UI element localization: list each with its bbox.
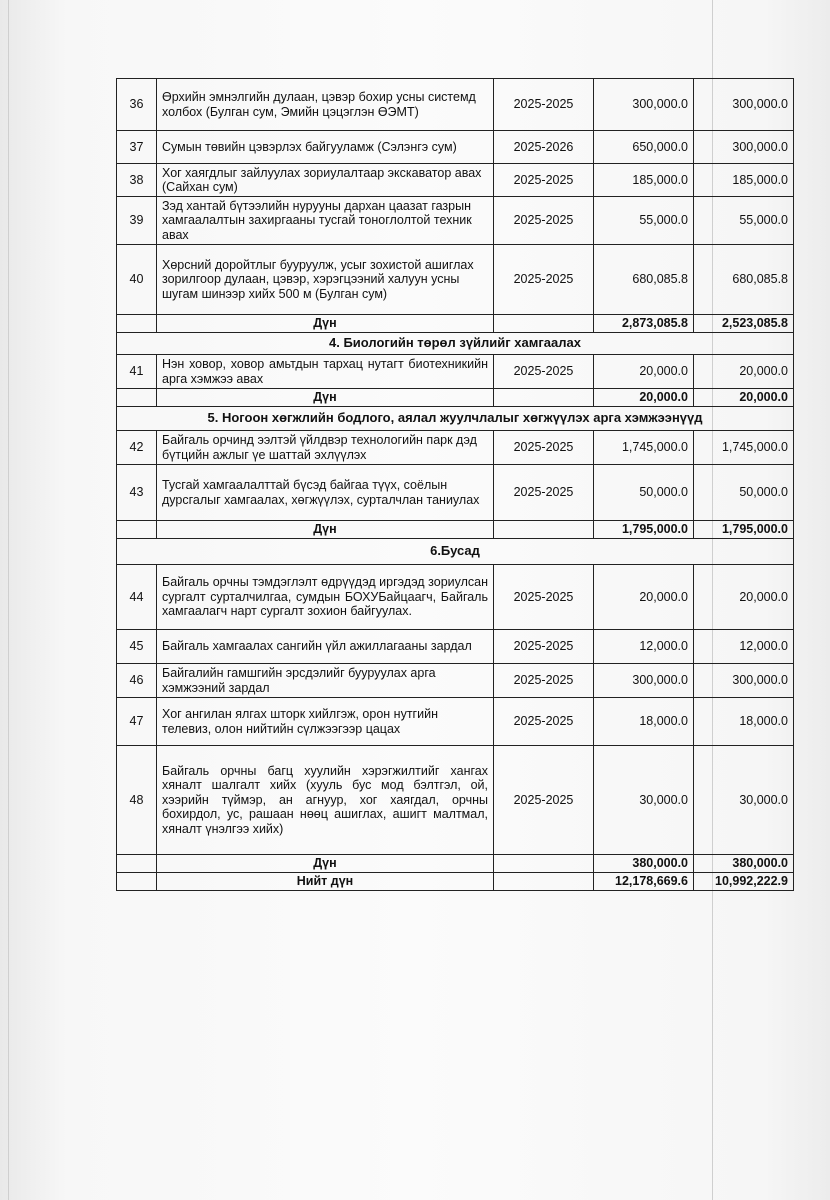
empty-cell [117,389,157,407]
row-amount-total: 20,000.0 [594,355,694,389]
subtotal-label: Дүн [157,855,494,873]
table-row [117,355,794,389]
table-row [117,131,794,164]
row-number: 36 [117,79,157,131]
row-description: Байгалийн гамшгийн эрсдэлийг бууруулах арга хэмжээний зардал [157,664,494,698]
row-description: Байгаль орчны багц хуулийн хэрэгжилтийг хангах хяналт шалгалт хийх (хууль бус мод бэлтгэл, ой, хээрийн түймэр, ан агнуур, хог хаягдал, орчны бохирдол, ус, рашаан нөөц ашиглах, ашигт малтмал, хяналт үнэлгээ хийх) [157,746,494,855]
empty-cell [494,315,594,333]
row-period: 2025-2025 [494,746,594,855]
row-amount-year: 20,000.0 [694,355,794,389]
row-number: 38 [117,164,157,197]
row-description: Өрхийн эмнэлгийн дулаан, цэвэр бохир усны системд холбох (Булган сум, Эмийн цэцэглэн ӨЭМТ) [157,79,494,131]
row-amount-year: 12,000.0 [694,630,794,664]
grand-total-amount-year: 10,992,222.9 [694,873,794,891]
table-row [117,197,794,245]
subtotal-amount-year: 2,523,085.8 [694,315,794,333]
empty-cell [117,521,157,539]
subtotal-label: Дүн [157,521,494,539]
subtotal-label: Дүн [157,315,494,333]
row-amount-year: 30,000.0 [694,746,794,855]
row-amount-year: 20,000.0 [694,565,794,630]
table-row [117,746,794,855]
row-amount-year: 55,000.0 [694,197,794,245]
empty-cell [494,521,594,539]
row-description: Зэд хантай бүтээлийн нурууны дархан цаазат газрын хамгаалалтын захиргааны тусгай тоноглолтой техник авах [157,197,494,245]
row-period: 2025-2026 [494,131,594,164]
row-description: Байгаль орчинд ээлтэй үйлдвэр технологийн парк дэд бүтцийн ажлыг үе шаттай эхлүүлэх [157,431,494,465]
empty-cell [117,855,157,873]
section-heading: 4. Биологийн төрөл зүйлийг хамгаалах [117,333,794,355]
table-row [117,164,794,197]
row-amount-year: 680,085.8 [694,245,794,315]
row-number: 39 [117,197,157,245]
row-amount-total: 185,000.0 [594,164,694,197]
page-edge-left [8,0,9,1200]
subtotal-amount-total: 380,000.0 [594,855,694,873]
row-number: 42 [117,431,157,465]
row-period: 2025-2025 [494,630,594,664]
row-amount-year: 300,000.0 [694,131,794,164]
empty-cell [117,873,157,891]
row-description: Хог ангилан ялгах шторк хийлгэж, орон нутгийн телевиз, олон нийтийн сүлжээгээр цацах [157,698,494,746]
row-description: Тусгай хамгаалалттай бүсэд байгаа түүх, соёлын дурсгалыг хамгаалах, хөгжүүлэх, сурталчлан таниулах [157,465,494,521]
section-heading: 6.Бусад [117,539,794,565]
subtotal-row [117,389,794,407]
subtotal-amount-total: 2,873,085.8 [594,315,694,333]
row-description: Байгаль орчны тэмдэглэлт өдрүүдэд иргэдэд зориулсан сургалт сурталчилгаа, сумдын БОХУБайцаагч, Байгаль хамгаалагч нарт сургалт зохион байгуулах. [157,565,494,630]
empty-cell [494,855,594,873]
row-amount-year: 300,000.0 [694,664,794,698]
subtotal-amount-total: 20,000.0 [594,389,694,407]
row-number: 37 [117,131,157,164]
row-amount-year: 185,000.0 [694,164,794,197]
grand-total-row [117,873,794,891]
budget-table [116,78,794,891]
row-amount-total: 50,000.0 [594,465,694,521]
table-row [117,465,794,521]
empty-cell [494,873,594,891]
row-period: 2025-2025 [494,79,594,131]
row-amount-year: 18,000.0 [694,698,794,746]
subtotal-amount-year: 20,000.0 [694,389,794,407]
row-period: 2025-2025 [494,698,594,746]
row-period: 2025-2025 [494,565,594,630]
empty-cell [117,315,157,333]
row-description: Сумын төвийн цэвэрлэх байгууламж (Сэлэнгэ сум) [157,131,494,164]
row-period: 2025-2025 [494,465,594,521]
row-period: 2025-2025 [494,164,594,197]
subtotal-row [117,315,794,333]
row-period: 2025-2025 [494,355,594,389]
row-amount-total: 300,000.0 [594,79,694,131]
row-amount-total: 1,745,000.0 [594,431,694,465]
row-amount-year: 50,000.0 [694,465,794,521]
row-description: Хөрсний доройтлыг бууруулж, усыг зохистой ашиглах зорилгоор дулаан, цэвэр, хэрэгцээний халуун усны шугам шинээр хийх 500 м (Булган сум) [157,245,494,315]
row-number: 48 [117,746,157,855]
row-number: 43 [117,465,157,521]
subtotal-label: Дүн [157,389,494,407]
subtotal-row [117,521,794,539]
table-row [117,565,794,630]
row-period: 2025-2025 [494,197,594,245]
row-amount-total: 650,000.0 [594,131,694,164]
row-period: 2025-2025 [494,431,594,465]
row-number: 44 [117,565,157,630]
row-number: 47 [117,698,157,746]
table-row [117,698,794,746]
table-row [117,664,794,698]
row-amount-total: 12,000.0 [594,630,694,664]
row-amount-total: 55,000.0 [594,197,694,245]
table-row [117,630,794,664]
row-number: 46 [117,664,157,698]
row-description: Хог хаягдлыг зайлуулах зориулалтаар экскаватор авах (Сайхан сум) [157,164,494,197]
row-number: 45 [117,630,157,664]
row-amount-total: 18,000.0 [594,698,694,746]
row-amount-total: 20,000.0 [594,565,694,630]
section-heading: 5. Ногоон хөгжлийн бодлого, аялал жуулчлалыг хөгжүүлэх арга хэмжээнүүд [117,407,794,431]
empty-cell [494,389,594,407]
section-heading-row [117,539,794,565]
row-amount-year: 300,000.0 [694,79,794,131]
row-period: 2025-2025 [494,664,594,698]
row-description: Нэн ховор, ховор амьтдын тархац нутагт биотехникийн арга хэмжээ авах [157,355,494,389]
grand-total-amount-total: 12,178,669.6 [594,873,694,891]
section-heading-row [117,407,794,431]
subtotal-row [117,855,794,873]
grand-total-label: Нийт дүн [157,873,494,891]
row-number: 41 [117,355,157,389]
subtotal-amount-total: 1,795,000.0 [594,521,694,539]
subtotal-amount-year: 380,000.0 [694,855,794,873]
row-number: 40 [117,245,157,315]
row-amount-total: 300,000.0 [594,664,694,698]
row-period: 2025-2025 [494,245,594,315]
table-row [117,245,794,315]
row-amount-total: 30,000.0 [594,746,694,855]
table-row [117,431,794,465]
subtotal-amount-year: 1,795,000.0 [694,521,794,539]
table-row [117,79,794,131]
row-amount-total: 680,085.8 [594,245,694,315]
section-heading-row [117,333,794,355]
row-description: Байгаль хамгаалах сангийн үйл ажиллагааны зардал [157,630,494,664]
row-amount-year: 1,745,000.0 [694,431,794,465]
